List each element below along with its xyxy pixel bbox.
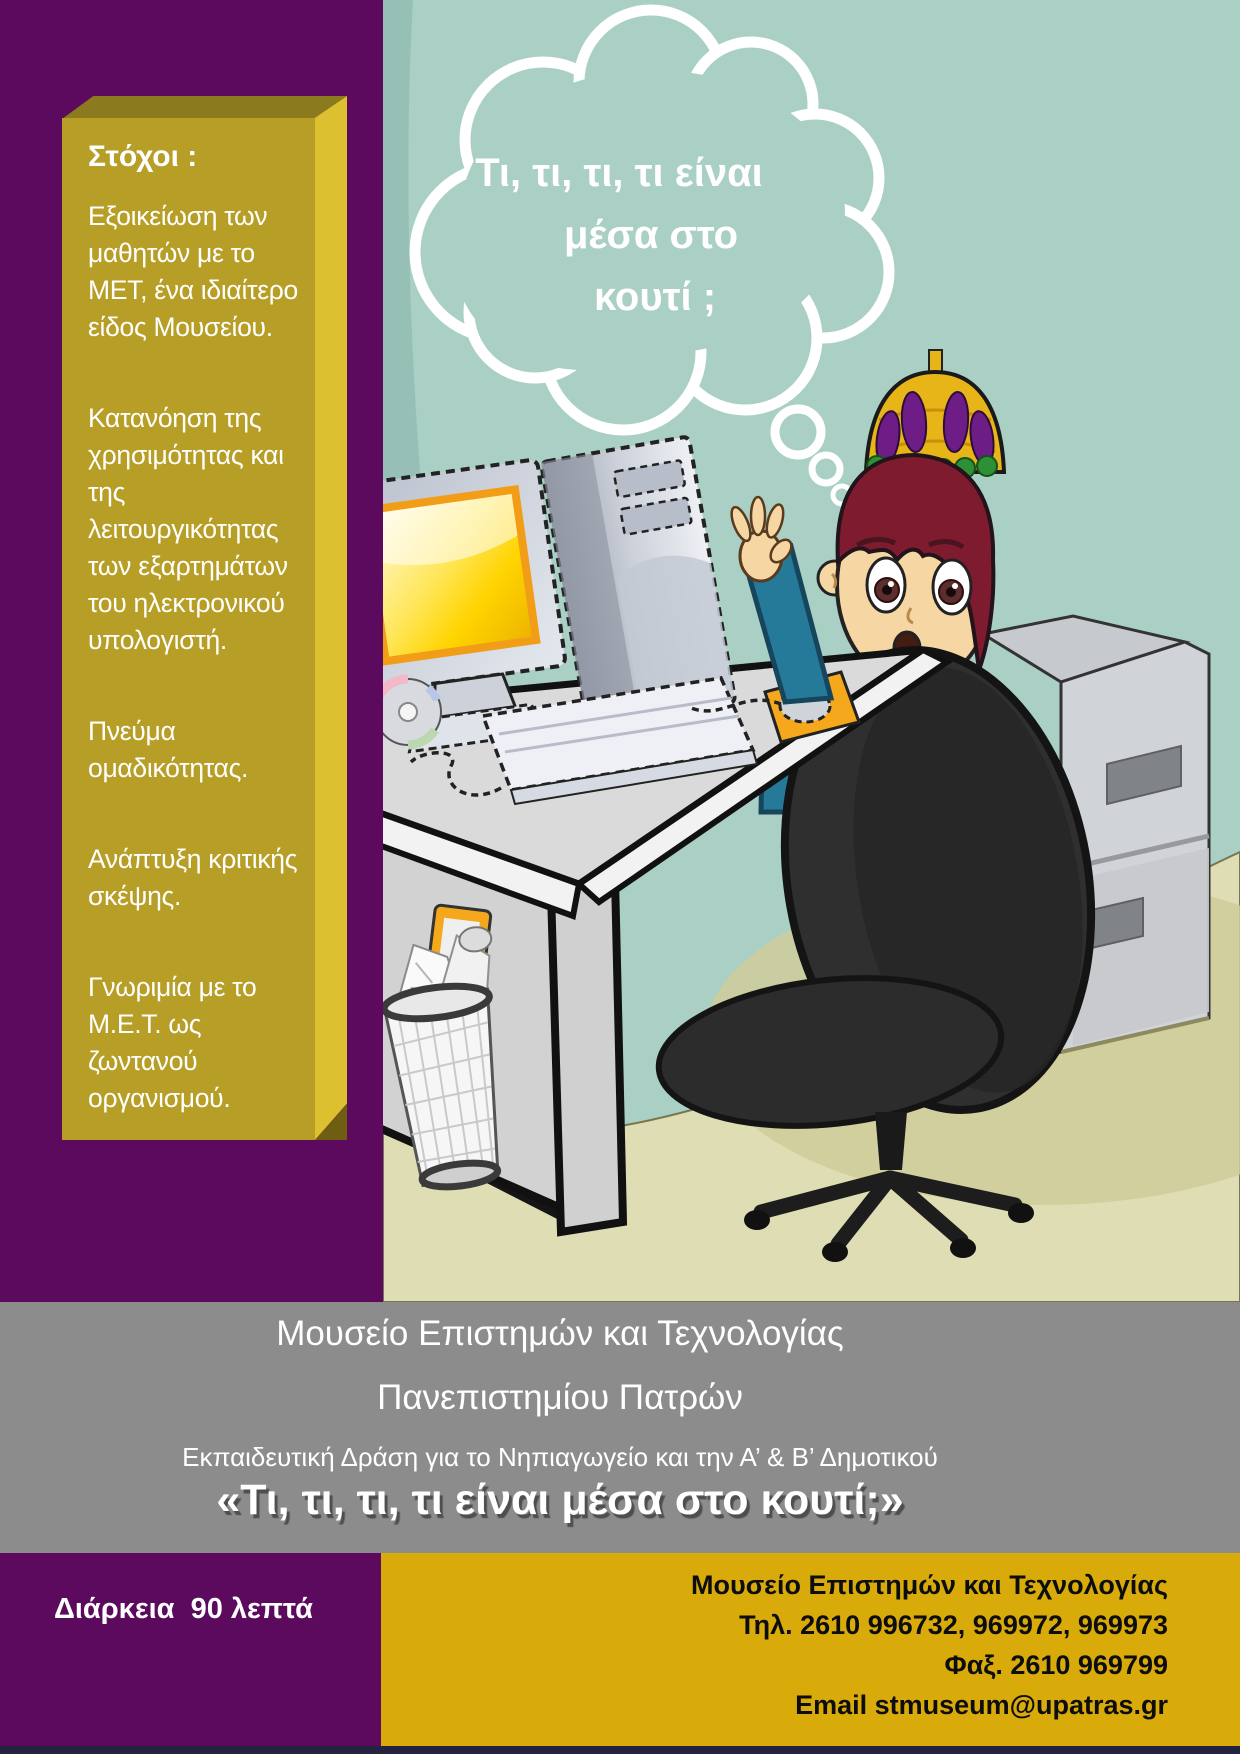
sidebar (0, 0, 383, 1302)
goals-box-right-bevel (315, 96, 347, 1140)
desk-leg (551, 878, 623, 1232)
goal-item: Κατανόηση της χρησιμότητας και της λειτουργικότητας των εξαρτημάτων του ηλεκτρονικού υπολογιστή. (88, 403, 288, 655)
boy-eye (933, 560, 971, 614)
goals-heading: Στόχοι : (88, 140, 198, 173)
title-band (0, 1302, 1240, 1553)
boy-eye (867, 558, 905, 612)
bubble-line-1: Τι, τι, τι, τι είναι (475, 151, 763, 195)
goal-item: Εξοικείωση των μαθητών με το ΜΕΤ, ένα ιδιαίτερο είδος Μουσείου. (88, 201, 298, 342)
goals-box-top-bevel (62, 96, 347, 119)
goal-item: Πνεύμα ομαδικότητας. (88, 716, 249, 783)
duration-label: Διάρκεια 90 λεπτά (54, 1593, 313, 1625)
goal-item: Ανάπτυξη κριτικής σκέψης. (88, 844, 298, 911)
bubble-tail-dot (775, 409, 821, 455)
museum-title-line1: Μουσείο Επιστημών και Τεχνολογίας (276, 1314, 844, 1353)
museum-title-line2: Πανεπιστημίου Πατρών (377, 1378, 743, 1417)
contact-fax: Φαξ. 2610 969799 (944, 1650, 1168, 1680)
bubble-line-3: κουτί ; (593, 275, 717, 319)
activity-quote-title: «Τι, τι, τι, τι είναι μέσα στο κουτί;» (216, 1476, 904, 1524)
footer-purple-panel (0, 1553, 381, 1754)
bottom-edge-strip (0, 1746, 1240, 1754)
goal-item: Γνωριμία με το Μ.Ε.Τ. ως ζωντανού οργανισμού. (88, 972, 257, 1113)
cd-disc (383, 679, 441, 745)
illustration (383, 0, 1240, 1302)
footer (0, 1553, 1240, 1754)
bubble-line-2: μέσα στο (563, 213, 739, 257)
contact-block (691, 1565, 1168, 1725)
footer-gold-panel (381, 1553, 1240, 1754)
bubble-tail-dot (812, 455, 840, 483)
contact-email: Email stmuseum@upatras.gr (795, 1690, 1168, 1720)
contact-org: Μουσείο Επιστημών και Τεχνολογίας (691, 1570, 1168, 1600)
goals-text-block (88, 140, 302, 1171)
contact-phone: Τηλ. 2610 996732, 969972, 969973 (739, 1610, 1168, 1640)
activity-subtitle: Εκπαιδευτική Δράση για το Νηπιαγωγείο και την Α’ & Β’ Δημοτικού (182, 1442, 938, 1472)
